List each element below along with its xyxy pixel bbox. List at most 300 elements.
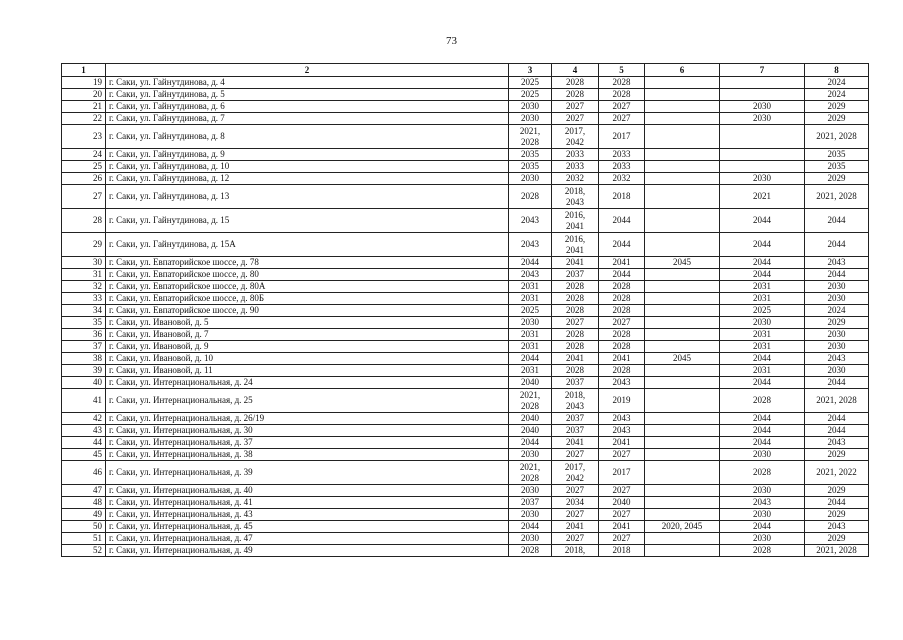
table-row bbox=[62, 305, 869, 317]
year-cell: 2030 bbox=[720, 533, 805, 545]
year-cell: 2028 bbox=[599, 305, 645, 317]
year-cell: 2041 bbox=[599, 353, 645, 365]
year-cell: 2027 bbox=[599, 317, 645, 329]
year-cell: 2027 bbox=[599, 113, 645, 125]
year-cell: 2030 bbox=[509, 485, 552, 497]
year-cell: 2030 bbox=[509, 173, 552, 185]
year-cell: 2027 bbox=[599, 509, 645, 521]
year-cell bbox=[645, 293, 720, 305]
year-cell: 2034 bbox=[552, 497, 599, 509]
year-cell bbox=[645, 233, 720, 257]
year-cell bbox=[720, 149, 805, 161]
year-cell: 2021, 2028 bbox=[805, 185, 869, 209]
year-cell: 2017 bbox=[599, 461, 645, 485]
year-cell: 2027 bbox=[552, 485, 599, 497]
table-row bbox=[62, 521, 869, 533]
year-cell: 2043 bbox=[720, 497, 805, 509]
year-cell: 2027 bbox=[552, 101, 599, 113]
year-cell: 2017, 2042 bbox=[552, 125, 599, 149]
year-cell: 2043 bbox=[509, 233, 552, 257]
address-cell: г. Саки, ул. Евпаторийское шоссе, д. 80Б bbox=[106, 293, 509, 305]
year-cell: 2028 bbox=[720, 461, 805, 485]
year-cell: 2025 bbox=[509, 89, 552, 101]
year-cell: 2021, 2028 bbox=[509, 389, 552, 413]
year-cell: 2044 bbox=[805, 497, 869, 509]
year-cell: 2044 bbox=[805, 269, 869, 281]
column-header: 7 bbox=[720, 64, 805, 77]
year-cell: 2031 bbox=[509, 293, 552, 305]
year-cell: 2037 bbox=[509, 497, 552, 509]
year-cell: 2040 bbox=[509, 413, 552, 425]
year-cell: 2027 bbox=[599, 485, 645, 497]
address-cell: г. Саки, ул. Гайнутдинова, д. 12 bbox=[106, 173, 509, 185]
year-cell: 2025 bbox=[509, 305, 552, 317]
year-cell: 2031 bbox=[720, 281, 805, 293]
year-cell: 2044 bbox=[509, 353, 552, 365]
address-cell: г. Саки, ул. Ивановой, д. 10 bbox=[106, 353, 509, 365]
year-cell: 2035 bbox=[805, 149, 869, 161]
year-cell: 2028 bbox=[552, 89, 599, 101]
year-cell: 2033 bbox=[599, 149, 645, 161]
year-cell bbox=[645, 281, 720, 293]
year-cell: 2028 bbox=[599, 89, 645, 101]
year-cell: 2040 bbox=[509, 425, 552, 437]
year-cell bbox=[645, 77, 720, 89]
year-cell bbox=[645, 449, 720, 461]
year-cell: 2027 bbox=[599, 101, 645, 113]
year-cell: 2041 bbox=[599, 437, 645, 449]
row-number-cell: 35 bbox=[62, 317, 106, 329]
year-cell: 2028 bbox=[552, 77, 599, 89]
table-row bbox=[62, 461, 869, 485]
year-cell: 2033 bbox=[552, 149, 599, 161]
year-cell: 2028 bbox=[552, 365, 599, 377]
year-cell: 2018 bbox=[599, 545, 645, 557]
year-cell bbox=[645, 485, 720, 497]
year-cell: 2018, bbox=[552, 545, 599, 557]
year-cell: 2030 bbox=[805, 365, 869, 377]
row-number-cell: 41 bbox=[62, 389, 106, 413]
address-cell: г. Саки, ул. Интернациональная, д. 45 bbox=[106, 521, 509, 533]
table-row bbox=[62, 425, 869, 437]
address-cell: г. Саки, ул. Интернациональная, д. 30 bbox=[106, 425, 509, 437]
year-cell: 2017 bbox=[599, 125, 645, 149]
year-cell: 2030 bbox=[805, 341, 869, 353]
year-cell: 2031 bbox=[509, 365, 552, 377]
row-number-cell: 47 bbox=[62, 485, 106, 497]
year-cell: 2031 bbox=[509, 281, 552, 293]
row-number-cell: 23 bbox=[62, 125, 106, 149]
row-number-cell: 31 bbox=[62, 269, 106, 281]
year-cell: 2021, 2028 bbox=[509, 125, 552, 149]
table-row bbox=[62, 149, 869, 161]
year-cell bbox=[720, 89, 805, 101]
year-cell: 2044 bbox=[805, 413, 869, 425]
year-cell: 2027 bbox=[552, 533, 599, 545]
year-cell: 2030 bbox=[805, 281, 869, 293]
year-cell: 2041 bbox=[552, 257, 599, 269]
year-cell: 2044 bbox=[720, 209, 805, 233]
year-cell: 2028 bbox=[552, 293, 599, 305]
year-cell: 2027 bbox=[552, 113, 599, 125]
year-cell: 2017, 2042 bbox=[552, 461, 599, 485]
year-cell bbox=[645, 113, 720, 125]
year-cell: 2028 bbox=[599, 341, 645, 353]
year-cell: 2029 bbox=[805, 317, 869, 329]
year-cell: 2021, 2028 bbox=[805, 389, 869, 413]
table-row bbox=[62, 341, 869, 353]
year-cell: 2043 bbox=[805, 257, 869, 269]
year-cell: 2031 bbox=[720, 293, 805, 305]
address-cell: г. Саки, ул. Гайнутдинова, д. 6 bbox=[106, 101, 509, 113]
table-row bbox=[62, 185, 869, 209]
year-cell: 2030 bbox=[509, 317, 552, 329]
year-cell: 2035 bbox=[805, 161, 869, 173]
year-cell: 2029 bbox=[805, 533, 869, 545]
year-cell: 2029 bbox=[805, 113, 869, 125]
year-cell: 2043 bbox=[509, 269, 552, 281]
year-cell: 2032 bbox=[552, 173, 599, 185]
year-cell: 2044 bbox=[599, 269, 645, 281]
table-row bbox=[62, 173, 869, 185]
year-cell: 2027 bbox=[552, 509, 599, 521]
year-cell: 2044 bbox=[805, 377, 869, 389]
year-cell: 2044 bbox=[720, 377, 805, 389]
row-number-cell: 33 bbox=[62, 293, 106, 305]
year-cell: 2031 bbox=[720, 329, 805, 341]
year-cell: 2028 bbox=[599, 329, 645, 341]
year-cell: 2020, 2045 bbox=[645, 521, 720, 533]
year-cell: 2044 bbox=[599, 209, 645, 233]
year-cell: 2043 bbox=[805, 353, 869, 365]
year-cell bbox=[645, 185, 720, 209]
row-number-cell: 51 bbox=[62, 533, 106, 545]
year-cell: 2030 bbox=[720, 509, 805, 521]
table-row bbox=[62, 293, 869, 305]
address-cell: г. Саки, ул. Интернациональная, д. 24 bbox=[106, 377, 509, 389]
year-cell bbox=[645, 209, 720, 233]
year-cell: 2030 bbox=[720, 449, 805, 461]
address-cell: г. Саки, ул. Гайнутдинова, д. 13 bbox=[106, 185, 509, 209]
column-header: 1 bbox=[62, 64, 106, 77]
year-cell: 2030 bbox=[720, 317, 805, 329]
year-cell: 2028 bbox=[552, 341, 599, 353]
year-cell: 2044 bbox=[509, 437, 552, 449]
address-cell: г. Саки, ул. Интернациональная, д. 37 bbox=[106, 437, 509, 449]
row-number-cell: 48 bbox=[62, 497, 106, 509]
year-cell: 2029 bbox=[805, 449, 869, 461]
address-cell: г. Саки, ул. Гайнутдинова, д. 9 bbox=[106, 149, 509, 161]
address-cell: г. Саки, ул. Евпаторийское шоссе, д. 80А bbox=[106, 281, 509, 293]
year-cell: 2045 bbox=[645, 353, 720, 365]
address-cell: г. Саки, ул. Ивановой, д. 7 bbox=[106, 329, 509, 341]
year-cell bbox=[720, 77, 805, 89]
row-number-cell: 21 bbox=[62, 101, 106, 113]
table-row bbox=[62, 209, 869, 233]
year-cell: 2044 bbox=[720, 233, 805, 257]
row-number-cell: 36 bbox=[62, 329, 106, 341]
year-cell bbox=[645, 437, 720, 449]
year-cell: 2028 bbox=[552, 305, 599, 317]
table-row bbox=[62, 533, 869, 545]
year-cell: 2033 bbox=[599, 161, 645, 173]
year-cell: 2028 bbox=[599, 293, 645, 305]
row-number-cell: 46 bbox=[62, 461, 106, 485]
table-row bbox=[62, 413, 869, 425]
row-number-cell: 28 bbox=[62, 209, 106, 233]
year-cell: 2029 bbox=[805, 485, 869, 497]
year-cell bbox=[645, 341, 720, 353]
row-number-cell: 30 bbox=[62, 257, 106, 269]
row-number-cell: 37 bbox=[62, 341, 106, 353]
year-cell: 2044 bbox=[805, 425, 869, 437]
table-row bbox=[62, 437, 869, 449]
year-cell: 2045 bbox=[645, 257, 720, 269]
address-cell: г. Саки, ул. Евпаторийское шоссе, д. 78 bbox=[106, 257, 509, 269]
address-cell: г. Саки, ул. Гайнутдинова, д. 5 bbox=[106, 89, 509, 101]
year-cell: 2016, 2041 bbox=[552, 233, 599, 257]
data-table bbox=[61, 63, 869, 557]
table-row bbox=[62, 161, 869, 173]
table-row bbox=[62, 281, 869, 293]
table-row bbox=[62, 113, 869, 125]
year-cell: 2041 bbox=[599, 257, 645, 269]
row-number-cell: 24 bbox=[62, 149, 106, 161]
address-cell: г. Саки, ул. Ивановой, д. 11 bbox=[106, 365, 509, 377]
year-cell: 2028 bbox=[720, 545, 805, 557]
row-number-cell: 38 bbox=[62, 353, 106, 365]
year-cell bbox=[645, 329, 720, 341]
year-cell: 2037 bbox=[552, 269, 599, 281]
year-cell: 2024 bbox=[805, 305, 869, 317]
row-number-cell: 40 bbox=[62, 377, 106, 389]
year-cell: 2035 bbox=[509, 161, 552, 173]
row-number-cell: 27 bbox=[62, 185, 106, 209]
year-cell: 2030 bbox=[805, 329, 869, 341]
address-cell: г. Саки, ул. Интернациональная, д. 40 bbox=[106, 485, 509, 497]
year-cell: 2027 bbox=[599, 449, 645, 461]
year-cell: 2025 bbox=[509, 77, 552, 89]
year-cell: 2044 bbox=[720, 257, 805, 269]
year-cell: 2027 bbox=[552, 449, 599, 461]
year-cell bbox=[720, 161, 805, 173]
year-cell bbox=[645, 533, 720, 545]
address-cell: г. Саки, ул. Интернациональная, д. 26/19 bbox=[106, 413, 509, 425]
year-cell bbox=[645, 377, 720, 389]
year-cell: 2043 bbox=[599, 413, 645, 425]
row-number-cell: 43 bbox=[62, 425, 106, 437]
address-cell: г. Саки, ул. Интернациональная, д. 49 bbox=[106, 545, 509, 557]
table-row bbox=[62, 509, 869, 521]
table-row bbox=[62, 257, 869, 269]
year-cell bbox=[645, 509, 720, 521]
year-cell: 2043 bbox=[509, 209, 552, 233]
table-row bbox=[62, 353, 869, 365]
year-cell: 2030 bbox=[720, 173, 805, 185]
year-cell: 2030 bbox=[509, 101, 552, 113]
year-cell: 2028 bbox=[552, 281, 599, 293]
address-cell: г. Саки, ул. Гайнутдинова, д. 15 bbox=[106, 209, 509, 233]
table-row bbox=[62, 329, 869, 341]
address-cell: г. Саки, ул. Интернациональная, д. 38 bbox=[106, 449, 509, 461]
address-cell: г. Саки, ул. Интернациональная, д. 41 bbox=[106, 497, 509, 509]
year-cell bbox=[645, 365, 720, 377]
table-row bbox=[62, 485, 869, 497]
year-cell: 2044 bbox=[720, 521, 805, 533]
row-number-cell: 32 bbox=[62, 281, 106, 293]
year-cell: 2021, 2022 bbox=[805, 461, 869, 485]
year-cell bbox=[645, 173, 720, 185]
year-cell: 2030 bbox=[720, 113, 805, 125]
year-cell: 2028 bbox=[509, 545, 552, 557]
year-cell: 2024 bbox=[805, 77, 869, 89]
table-row bbox=[62, 317, 869, 329]
year-cell: 2041 bbox=[599, 521, 645, 533]
table-row bbox=[62, 89, 869, 101]
year-cell bbox=[645, 161, 720, 173]
address-cell: г. Саки, ул. Гайнутдинова, д. 7 bbox=[106, 113, 509, 125]
column-header: 2 bbox=[106, 64, 509, 77]
year-cell: 2043 bbox=[805, 437, 869, 449]
year-cell: 2030 bbox=[805, 293, 869, 305]
address-cell: г. Саки, ул. Интернациональная, д. 43 bbox=[106, 509, 509, 521]
table-row bbox=[62, 269, 869, 281]
year-cell: 2044 bbox=[720, 269, 805, 281]
address-cell: г. Саки, ул. Гайнутдинова, д. 4 bbox=[106, 77, 509, 89]
address-cell: г. Саки, ул. Евпаторийское шоссе, д. 80 bbox=[106, 269, 509, 281]
year-cell: 2041 bbox=[552, 437, 599, 449]
year-cell: 2031 bbox=[509, 341, 552, 353]
year-cell: 2031 bbox=[509, 329, 552, 341]
address-cell: г. Саки, ул. Интернациональная, д. 39 bbox=[106, 461, 509, 485]
table-row bbox=[62, 545, 869, 557]
year-cell: 2021 bbox=[720, 185, 805, 209]
year-cell: 2018, 2043 bbox=[552, 389, 599, 413]
year-cell: 2028 bbox=[599, 281, 645, 293]
year-cell: 2021, 2028 bbox=[805, 545, 869, 557]
year-cell: 2021, 2028 bbox=[805, 125, 869, 149]
year-cell bbox=[645, 389, 720, 413]
row-number-cell: 19 bbox=[62, 77, 106, 89]
year-cell bbox=[645, 497, 720, 509]
address-cell: г. Саки, ул. Интернациональная, д. 25 bbox=[106, 389, 509, 413]
year-cell bbox=[645, 461, 720, 485]
year-cell: 2028 bbox=[552, 329, 599, 341]
year-cell: 2044 bbox=[805, 209, 869, 233]
year-cell: 2028 bbox=[599, 77, 645, 89]
year-cell bbox=[645, 89, 720, 101]
table-row bbox=[62, 77, 869, 89]
row-number-cell: 22 bbox=[62, 113, 106, 125]
year-cell: 2033 bbox=[552, 161, 599, 173]
year-cell: 2031 bbox=[720, 365, 805, 377]
year-cell: 2041 bbox=[552, 521, 599, 533]
year-cell: 2037 bbox=[552, 377, 599, 389]
address-cell: г. Саки, ул. Гайнутдинова, д. 15А bbox=[106, 233, 509, 257]
year-cell: 2031 bbox=[720, 341, 805, 353]
year-cell: 2037 bbox=[552, 425, 599, 437]
year-cell: 2035 bbox=[509, 149, 552, 161]
year-cell: 2044 bbox=[599, 233, 645, 257]
year-cell: 2021, 2028 bbox=[509, 461, 552, 485]
year-cell: 2030 bbox=[509, 533, 552, 545]
year-cell bbox=[645, 125, 720, 149]
year-cell: 2028 bbox=[509, 185, 552, 209]
row-number-cell: 45 bbox=[62, 449, 106, 461]
table-row bbox=[62, 497, 869, 509]
year-cell: 2030 bbox=[720, 101, 805, 113]
year-cell: 2027 bbox=[552, 317, 599, 329]
year-cell: 2025 bbox=[720, 305, 805, 317]
table-row bbox=[62, 233, 869, 257]
column-header: 4 bbox=[552, 64, 599, 77]
year-cell: 2029 bbox=[805, 509, 869, 521]
year-cell: 2044 bbox=[720, 353, 805, 365]
address-cell: г. Саки, ул. Гайнутдинова, д. 10 bbox=[106, 161, 509, 173]
column-header: 8 bbox=[805, 64, 869, 77]
year-cell bbox=[645, 149, 720, 161]
year-cell: 2037 bbox=[552, 413, 599, 425]
year-cell: 2030 bbox=[720, 485, 805, 497]
year-cell: 2043 bbox=[805, 521, 869, 533]
year-cell: 2029 bbox=[805, 173, 869, 185]
row-number-cell: 49 bbox=[62, 509, 106, 521]
year-cell bbox=[645, 317, 720, 329]
table-row bbox=[62, 389, 869, 413]
year-cell bbox=[645, 425, 720, 437]
row-number-cell: 29 bbox=[62, 233, 106, 257]
year-cell: 2016, 2041 bbox=[552, 209, 599, 233]
year-cell: 2040 bbox=[599, 497, 645, 509]
year-cell bbox=[645, 269, 720, 281]
address-cell: г. Саки, ул. Интернациональная, д. 47 bbox=[106, 533, 509, 545]
year-cell: 2018, 2043 bbox=[552, 185, 599, 209]
row-number-cell: 50 bbox=[62, 521, 106, 533]
column-header: 6 bbox=[645, 64, 720, 77]
table-row bbox=[62, 101, 869, 113]
year-cell: 2043 bbox=[599, 425, 645, 437]
year-cell: 2019 bbox=[599, 389, 645, 413]
table-row bbox=[62, 377, 869, 389]
row-number-cell: 52 bbox=[62, 545, 106, 557]
row-number-cell: 26 bbox=[62, 173, 106, 185]
table-row bbox=[62, 365, 869, 377]
column-header: 5 bbox=[599, 64, 645, 77]
address-cell: г. Саки, ул. Евпаторийское шоссе, д. 90 bbox=[106, 305, 509, 317]
year-cell: 2029 bbox=[805, 101, 869, 113]
year-cell: 2018 bbox=[599, 185, 645, 209]
address-cell: г. Саки, ул. Ивановой, д. 9 bbox=[106, 341, 509, 353]
year-cell bbox=[645, 101, 720, 113]
year-cell: 2044 bbox=[720, 437, 805, 449]
year-cell: 2044 bbox=[805, 233, 869, 257]
year-cell: 2032 bbox=[599, 173, 645, 185]
table-header-row bbox=[62, 64, 869, 77]
year-cell: 2030 bbox=[509, 113, 552, 125]
year-cell bbox=[720, 125, 805, 149]
year-cell: 2044 bbox=[720, 413, 805, 425]
row-number-cell: 39 bbox=[62, 365, 106, 377]
year-cell bbox=[645, 545, 720, 557]
row-number-cell: 42 bbox=[62, 413, 106, 425]
year-cell: 2044 bbox=[509, 521, 552, 533]
year-cell: 2028 bbox=[599, 365, 645, 377]
row-number-cell: 25 bbox=[62, 161, 106, 173]
address-cell: г. Саки, ул. Гайнутдинова, д. 8 bbox=[106, 125, 509, 149]
row-number-cell: 44 bbox=[62, 437, 106, 449]
year-cell: 2044 bbox=[720, 425, 805, 437]
year-cell: 2030 bbox=[509, 449, 552, 461]
